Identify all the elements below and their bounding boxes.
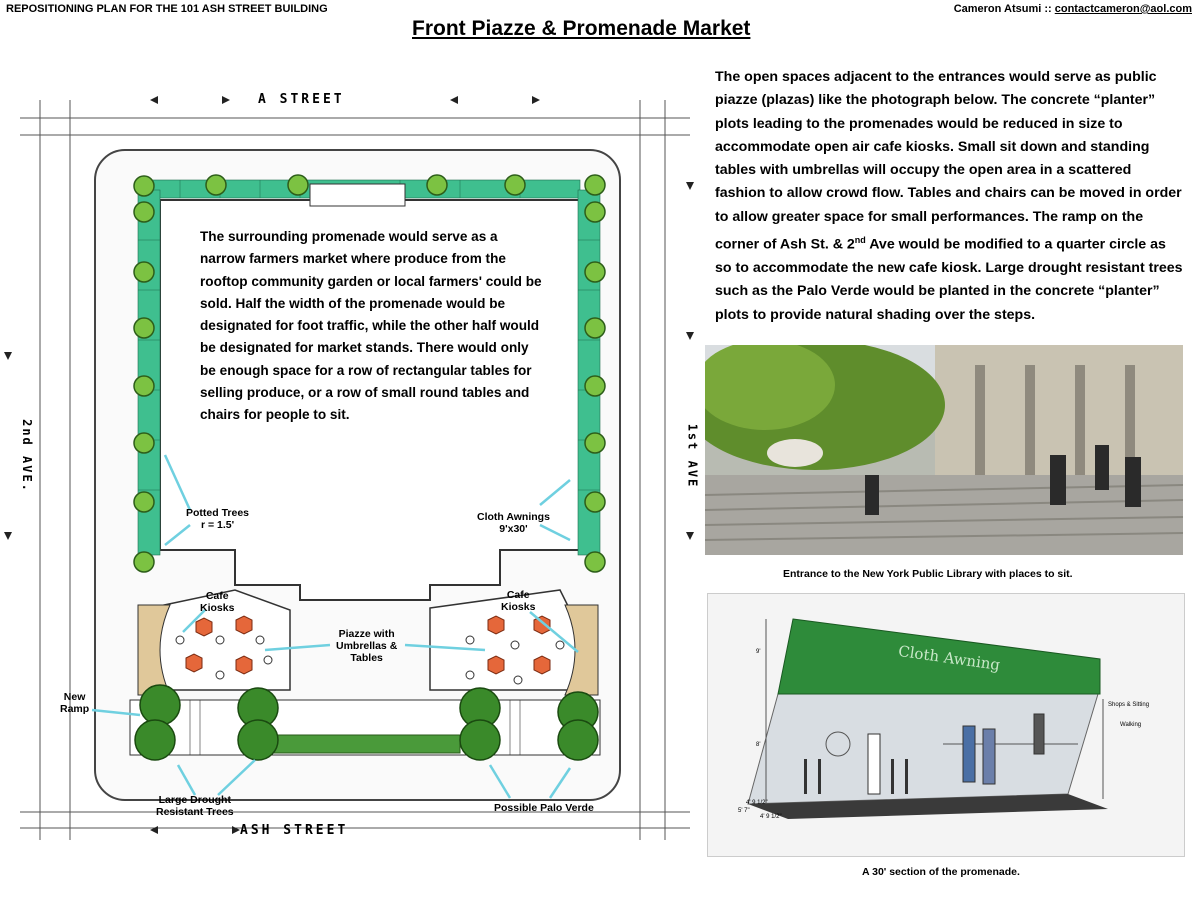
street-1st-ave-label: 1st AVE — [685, 423, 700, 489]
potted-trees-label: Potted Trees r = 1.5' — [186, 507, 250, 531]
sketch-caption: A 30' section of the promenade. — [862, 866, 1020, 878]
shops-label: Shops & Sitting — [1108, 702, 1150, 708]
site-plan-drawing — [0, 90, 705, 850]
awning-sign: Cloth Awning — [897, 641, 1002, 675]
street-ash-label: ASH STREET — [240, 823, 349, 838]
header-author — [954, 3, 1192, 15]
dim-height-b: 8' — [756, 742, 761, 748]
library-photo — [705, 345, 1183, 555]
new-ramp-label: New Ramp — [60, 691, 90, 715]
street-a-label: A STREET — [258, 92, 345, 107]
palo-verde-label: Possible Palo Verde — [494, 802, 594, 814]
photo-caption: Entrance to the New York Public Library with places to sit. — [783, 568, 1073, 580]
promenade-section-sketch — [707, 593, 1185, 857]
cafe-kiosks-right-label: Cafe Kiosks — [501, 589, 536, 613]
dim-width-a: 4' 9 1/2" — [746, 800, 768, 806]
dim-width-b: 4' 9 1/2" — [760, 814, 782, 820]
author-name: Cameron Atsumi :: — [953, 3, 1055, 15]
cafe-kiosks-left-label: Cafe Kiosks — [200, 590, 235, 614]
promenade-description: The surrounding promenade would serve as a narrow farmers market where produce from the rooftop community garden or local farmers' could be sold. Half the width of the promenade would be designated for foot traffic, while the other half would be designated for market stands. There would only be enough space for a row of rectangular tables for selling produce, or a row of small round tables and chairs for people to sit. — [200, 229, 542, 423]
walking-label: Walking — [1120, 722, 1142, 728]
dim-width-c: 5' 7" — [738, 808, 750, 814]
piazze-label: Piazze with Umbrellas & Tables — [336, 628, 398, 664]
dim-height-a: 9' — [756, 649, 761, 655]
page-title: Front Piazze & Promenade Market — [412, 17, 751, 40]
street-2nd-ave-label: 2nd AVE. — [19, 419, 34, 493]
description-text: The open spaces adjacent to the entrances would serve as public piazze (plazas) like the photograph below. The concrete “planter” plots leading to the promenades would be reduced in size to accommodate open air cafe kiosks. Small sit down and standing tables with umbrellas will occupy the open area in a scattered fashion to allow crowd flow. Tables and chairs can be moved in order to allow greater space for small performances. The ramp on the corner of Ash St. & 2nd Ave would be modified to a quarter circle as so to accommodate the new cafe kiosk. Large drought resistant trees such as the Palo Verde would be planted in the concrete “planter” plots to provide natural shading over the steps. — [715, 69, 1183, 323]
author-email-link[interactable]: contactcameron@aol.com — [1054, 3, 1192, 15]
header-plan-title: REPOSITIONING PLAN FOR THE 101 ASH STREET BUILDING — [6, 3, 328, 15]
drought-trees-label: Large Drought Resistant Trees — [156, 794, 234, 818]
cloth-awnings-label: Cloth Awnings 9'x30' — [477, 511, 550, 535]
